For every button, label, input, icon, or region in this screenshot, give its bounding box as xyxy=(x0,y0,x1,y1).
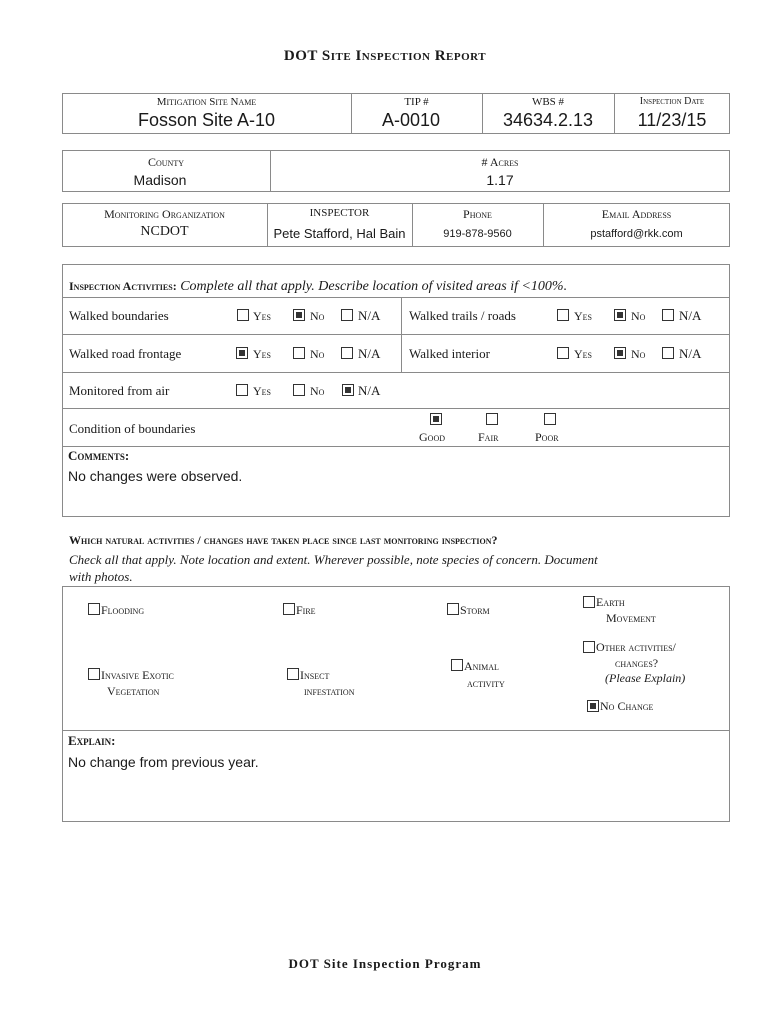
date-value: 11/23/15 xyxy=(637,110,707,130)
tip-label: TIP # xyxy=(404,96,429,108)
explain-value[interactable]: No change from previous year. xyxy=(68,754,259,770)
monitored-from-air-label: Monitored from air xyxy=(69,383,170,398)
fire-label: Fire xyxy=(296,603,316,617)
tip-value: A-0010 xyxy=(381,110,441,130)
phone-value: 919-878-9560 xyxy=(443,228,512,240)
walked-boundaries-na-checkbox[interactable] xyxy=(341,309,353,321)
condition-fair-checkbox[interactable] xyxy=(486,413,498,425)
invasive-exotic-vegetation-checkbox[interactable] xyxy=(88,668,100,680)
no-change-checkbox[interactable] xyxy=(587,700,599,712)
invasive-label: Invasive Exotic xyxy=(101,668,174,682)
org-value: NCDOT xyxy=(140,224,189,239)
fire-checkbox[interactable] xyxy=(283,603,295,615)
acres-value: 1.17 xyxy=(486,172,514,188)
walked-road-frontage-na-checkbox[interactable] xyxy=(341,347,353,359)
earth-label: Earth xyxy=(596,595,625,609)
phone-label: Phone xyxy=(463,207,492,221)
natural-heading: Which natural activities / changes have taken place since last monitoring inspection? xyxy=(69,533,498,547)
wbs-label: WBS # xyxy=(531,96,565,108)
inspector-value: Pete Stafford, Hal Bain xyxy=(273,226,406,241)
monitored-from-air-na-checkbox[interactable] xyxy=(342,384,354,396)
walked-interior-yes-checkbox[interactable] xyxy=(557,347,569,359)
email-value: pstafford@rkk.com xyxy=(590,228,683,240)
county-label: County xyxy=(148,155,184,169)
good-label: Good xyxy=(419,430,445,444)
site-name-value: Fosson Site A-10 xyxy=(137,110,276,130)
fair-label: Fair xyxy=(478,430,499,444)
flooding-checkbox[interactable] xyxy=(88,603,100,615)
explain-label: Explain: xyxy=(68,733,116,748)
date-label: Inspection Date xyxy=(639,96,705,107)
walked-road-frontage-label: Walked road frontage xyxy=(69,346,182,361)
yes-label: Yes xyxy=(574,309,593,323)
comments-value[interactable]: No changes were observed. xyxy=(68,468,243,484)
no-label: No xyxy=(310,309,325,323)
walked-boundaries-label: Walked boundaries xyxy=(69,308,169,323)
na-label: N/A xyxy=(358,346,381,361)
yes-label: Yes xyxy=(253,384,272,398)
storm-label: Storm xyxy=(460,603,490,617)
monitored-from-air-no-checkbox[interactable] xyxy=(293,384,305,396)
walked-road-frontage-yes-checkbox[interactable] xyxy=(236,347,248,359)
condition-good-checkbox[interactable] xyxy=(430,413,442,425)
walked-trails-label: Walked trails / roads xyxy=(409,308,516,323)
vegetation-label: Vegetation xyxy=(107,684,160,698)
insect-infestation-checkbox[interactable] xyxy=(287,668,299,680)
condition-label: Condition of boundaries xyxy=(69,421,196,436)
walked-interior-label: Walked interior xyxy=(409,346,490,361)
yes-label: Yes xyxy=(253,309,272,323)
activities-instructions: Complete all that apply. Describe location of visited areas if <100%. xyxy=(180,279,568,294)
natural-instructions-2: with photos. xyxy=(69,569,133,584)
natural-instructions-1: Check all that apply. Note location and extent. Wherever possible, note species of concern. Document xyxy=(69,552,598,567)
other-activities-label: Other activities/ xyxy=(596,640,676,654)
condition-poor-checkbox[interactable] xyxy=(544,413,556,425)
insect-label: Insect xyxy=(300,668,330,682)
walked-trails-no-checkbox[interactable] xyxy=(614,309,626,321)
no-label: No xyxy=(631,309,646,323)
animal-label: Animal xyxy=(464,659,499,673)
earth-movement-checkbox[interactable] xyxy=(583,596,595,608)
yes-label: Yes xyxy=(574,347,593,361)
no-label: No xyxy=(310,384,325,398)
wbs-value: 34634.2.13 xyxy=(502,110,594,130)
walked-interior-na-checkbox[interactable] xyxy=(662,347,674,359)
other-activities-checkbox[interactable] xyxy=(583,641,595,653)
na-label: N/A xyxy=(358,308,381,323)
activities-heading-line xyxy=(69,279,567,295)
walked-interior-no-checkbox[interactable] xyxy=(614,347,626,359)
changes-label: changes? xyxy=(615,656,659,670)
activities-heading: Inspection Activities: xyxy=(69,279,177,293)
no-label: No xyxy=(310,347,325,361)
na-label: N/A xyxy=(679,308,702,323)
na-label: N/A xyxy=(358,383,381,398)
walked-boundaries-yes-checkbox[interactable] xyxy=(237,309,249,321)
flooding-label: Flooding xyxy=(101,603,145,617)
site-name-label: Mitigation Site Name xyxy=(156,96,257,108)
na-label: N/A xyxy=(679,346,702,361)
movement-label: Movement xyxy=(606,611,656,625)
county-value: Madison xyxy=(133,172,187,188)
inspector-label: INSPECTOR xyxy=(309,207,370,219)
walked-boundaries-no-checkbox[interactable] xyxy=(293,309,305,321)
org-label: Monitoring Organization xyxy=(104,207,225,221)
walked-road-frontage-no-checkbox[interactable] xyxy=(293,347,305,359)
animal-activity-checkbox[interactable] xyxy=(451,659,463,671)
no-label: No xyxy=(631,347,646,361)
no-change-label: No Change xyxy=(600,699,654,713)
please-explain-label: (Please Explain) xyxy=(605,671,686,685)
acres-label: # Acres xyxy=(481,155,519,169)
poor-label: Poor xyxy=(535,430,559,444)
monitored-from-air-yes-checkbox[interactable] xyxy=(236,384,248,396)
walked-trails-na-checkbox[interactable] xyxy=(662,309,674,321)
page-title: DOT Site Inspection Report xyxy=(283,48,487,64)
activity-label: activity xyxy=(467,676,505,690)
storm-checkbox[interactable] xyxy=(447,603,459,615)
yes-label: Yes xyxy=(253,347,272,361)
comments-label: Comments: xyxy=(68,448,130,463)
footer-text: DOT Site Inspection Program xyxy=(288,956,482,971)
infestation-label: infestation xyxy=(304,684,355,698)
walked-trails-yes-checkbox[interactable] xyxy=(557,309,569,321)
email-label: Email Address xyxy=(601,207,672,221)
